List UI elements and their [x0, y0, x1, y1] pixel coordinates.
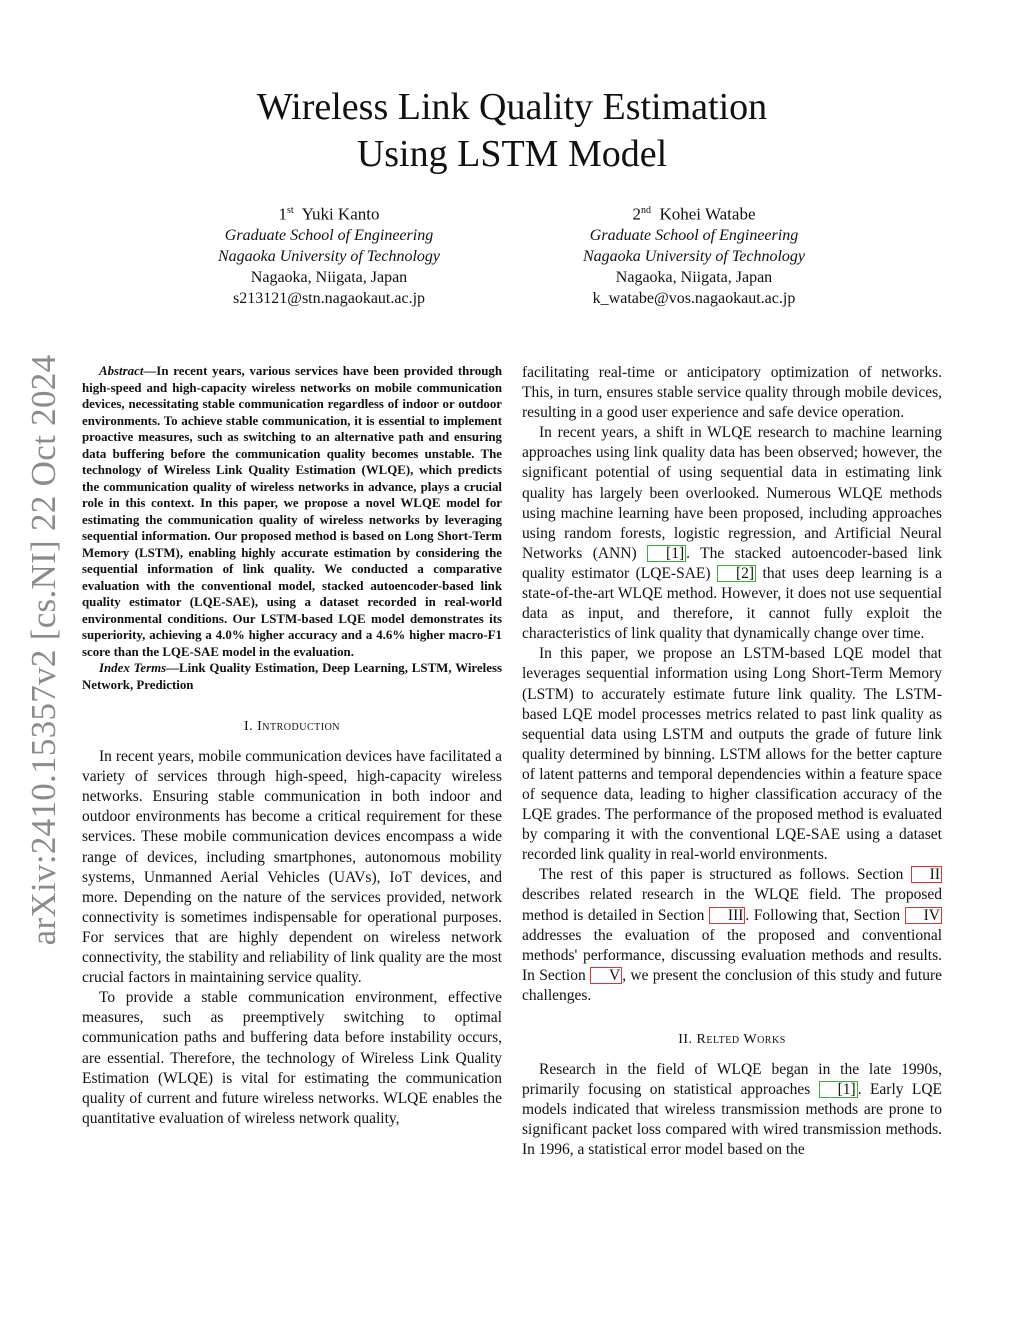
index-terms-text: —Link Quality Estimation, Deep Learning, LSTM, Wireless Network, Prediction	[82, 661, 502, 692]
paper-title	[0, 84, 1024, 178]
author-2-ordinal-suffix: nd	[640, 205, 651, 216]
section-link[interactable]: V	[590, 967, 622, 984]
author-2-univ: Nagaoka University of Technology	[582, 247, 806, 265]
author-2-ordinal: 2	[632, 204, 641, 224]
author-1-dept: Graduate School of Engineering	[224, 226, 434, 244]
left-column	[82, 363, 502, 1129]
section-related-title: Relted Works	[696, 1032, 786, 1047]
intro-paragraph-1: In recent years, mobile communication devices have facilitated a variety of services through high-speed, high-capacity wireless networks. Ensuring stable communication in both indoor and outdoor environments has become a critical requirement for these services. These mobile communication devices encompass a wide range of devices, including smartphones, autonomous mobility systems, Unmanned Aerial Vehicles (UAVs), IoT devices, and more. Depending on the nature of the services provided, network connectivity is sometimes indispensable for operational purposes. For services that are highly dependent on wireless network connectivity, the stability and reliability of link quality are the most crucial factors in maintaining service quality.	[82, 748, 502, 987]
abstract-label: Abstract	[99, 364, 144, 378]
author-2-name: Kohei Watabe	[659, 204, 756, 224]
right-column	[522, 363, 942, 1161]
author-1-ordinal: 1	[278, 204, 288, 224]
right-paragraph-3: In this paper, we propose an LSTM-based LQE model that leverages sequential information using Long Short-Term Memory (LSTM) to accurately estimate future link quality. The LSTM-based LQE model processes metrics related to past link quality as sequential data using LSTM and outputs the grade of future link quality determined by binning. LSTM allows for the better capture of latent patterns and temporal dependencies within a feature space of sequence data, leading to higher classification accuracy of the LQE grades. The performance of the proposed method is evaluated by comparing it with the conventional LQE-SAE using a dataset recorded link quality in real-world environments.	[522, 645, 942, 864]
intro-paragraph-2: To provide a stable communication environment, effective measures, such as preemptively switching to optimal communication paths and buffering data before instability occurs, are essential. Therefore, the technology of Wireless Link Quality Estimation (WLQE) is vital for estimating the communication quality of current and future wireless networks. WLQE enables the quantitative evaluation of wireless network quality,	[82, 989, 502, 1127]
author-2-dept: Graduate School of Engineering	[589, 226, 799, 244]
citation-link[interactable]: [2]	[717, 565, 756, 582]
section-related-number: II.	[678, 1032, 693, 1047]
section-link[interactable]: IV	[905, 907, 942, 924]
index-terms	[82, 660, 502, 693]
author-1-location: Nagaoka, Niigata, Japan	[250, 268, 408, 286]
author-block-1	[164, 200, 494, 309]
abstract-text: —In recent years, various services have been provided through high-speed and high-capacity wireless networks on mobile communication devices, necessitating stable communication regardless of indoor or outdoor environments. To achieve stable communication, it is essential to implement proactive measures, such as switching to an alternative path and ensuring data buffering before the communication quality becomes unstable. The technology of Wireless Link Quality Estimation (WLQE), which predicts the communication quality of wireless networks in advance, plays a crucial role in this context. In this paper, we propose a novel WLQE model for estimating the communication quality of wireless networks by leveraging sequential information. Our proposed method is based on Long Short-Term Memory (LSTM), enabling highly accurate estimation by considering the sequential information of link quality. We conducted a comparative evaluation with the conventional model, stacked autoencoder-based link quality estimator (LQE-SAE), using a dataset recorded in real-world environmental conditions. Our LSTM-based LQE model demonstrates its superiority, achieving a 4.0% higher accuracy and a 4.6% higher macro-F1 score than the LQE-SAE model in the evaluation.	[82, 364, 502, 659]
author-block-2	[529, 200, 859, 309]
related-paragraph-1: Research in the field of WLQE began in the late 1990s, primarily focusing on statistical approaches [1] . Early LQE models indicated that wireless transmission methods are prone to significant packet loss compared with wired transmission methods. In 1996, a statistical error model based on the	[522, 1061, 942, 1159]
author-1-ordinal-suffix: st	[287, 205, 294, 216]
section-intro-number: I.	[243, 719, 254, 734]
title-line-1: Wireless Link Quality Estimation	[256, 86, 768, 128]
author-1-email[interactable]: s213121@stn.nagaokaut.ac.jp	[232, 289, 426, 307]
section-heading-intro	[82, 717, 502, 737]
author-2-email[interactable]: k_watabe@vos.nagaokaut.ac.jp	[592, 289, 796, 307]
right-paragraph-1: facilitating real-time or anticipatory optimization of networks. This, in turn, ensures stable service quality through mobile devices, resulting in a good user experience and safe device operation.	[522, 364, 942, 422]
arxiv-stamp: arXiv:2410.15357v2 [cs.NI] 22 Oct 2024	[24, 354, 63, 946]
right-paragraph-4: The rest of this paper is structured as follows. Section II describes related research in the WLQE field. The proposed method is detailed in Section III . Following that, Section IV addresses the evaluation of the proposed and conventional methods' performance, discussing evaluation methods and results. In Section V , we present the conclusion of this study and future challenges.	[522, 866, 942, 1004]
section-link[interactable]: II	[911, 866, 942, 883]
abstract	[82, 363, 502, 660]
citation-link[interactable]: [1]	[819, 1081, 858, 1098]
index-terms-label: Index Terms	[99, 661, 167, 675]
section-intro-title: Introduction	[257, 719, 341, 734]
section-heading-related	[522, 1030, 942, 1050]
author-2-location: Nagaoka, Niigata, Japan	[615, 268, 773, 286]
author-1-name: Yuki Kanto	[301, 204, 380, 224]
citation-link[interactable]: [1]	[647, 545, 686, 562]
author-1-univ: Nagaoka University of Technology	[217, 247, 441, 265]
title-line-2: Using LSTM Model	[356, 133, 668, 175]
section-link[interactable]: III	[709, 907, 746, 924]
right-paragraph-2: In recent years, a shift in WLQE research to machine learning approaches using link quality data has been observed; however, the significant potential of using sequential data in estimating link quality has largely been overlooked. Numerous WLQE methods using machine learning have been proposed, including approaches using random forests, logistic regression, and Artificial Neural Networks (ANN) [1] . The stacked autoencoder-based link quality estimator (LQE-SAE) [2] that uses deep learning is a state-of-the-art WLQE method. However, it does not use sequential data as input, and therefore, it cannot fully exploit the characteristics of link quality that dynamically change over time.	[522, 424, 943, 643]
